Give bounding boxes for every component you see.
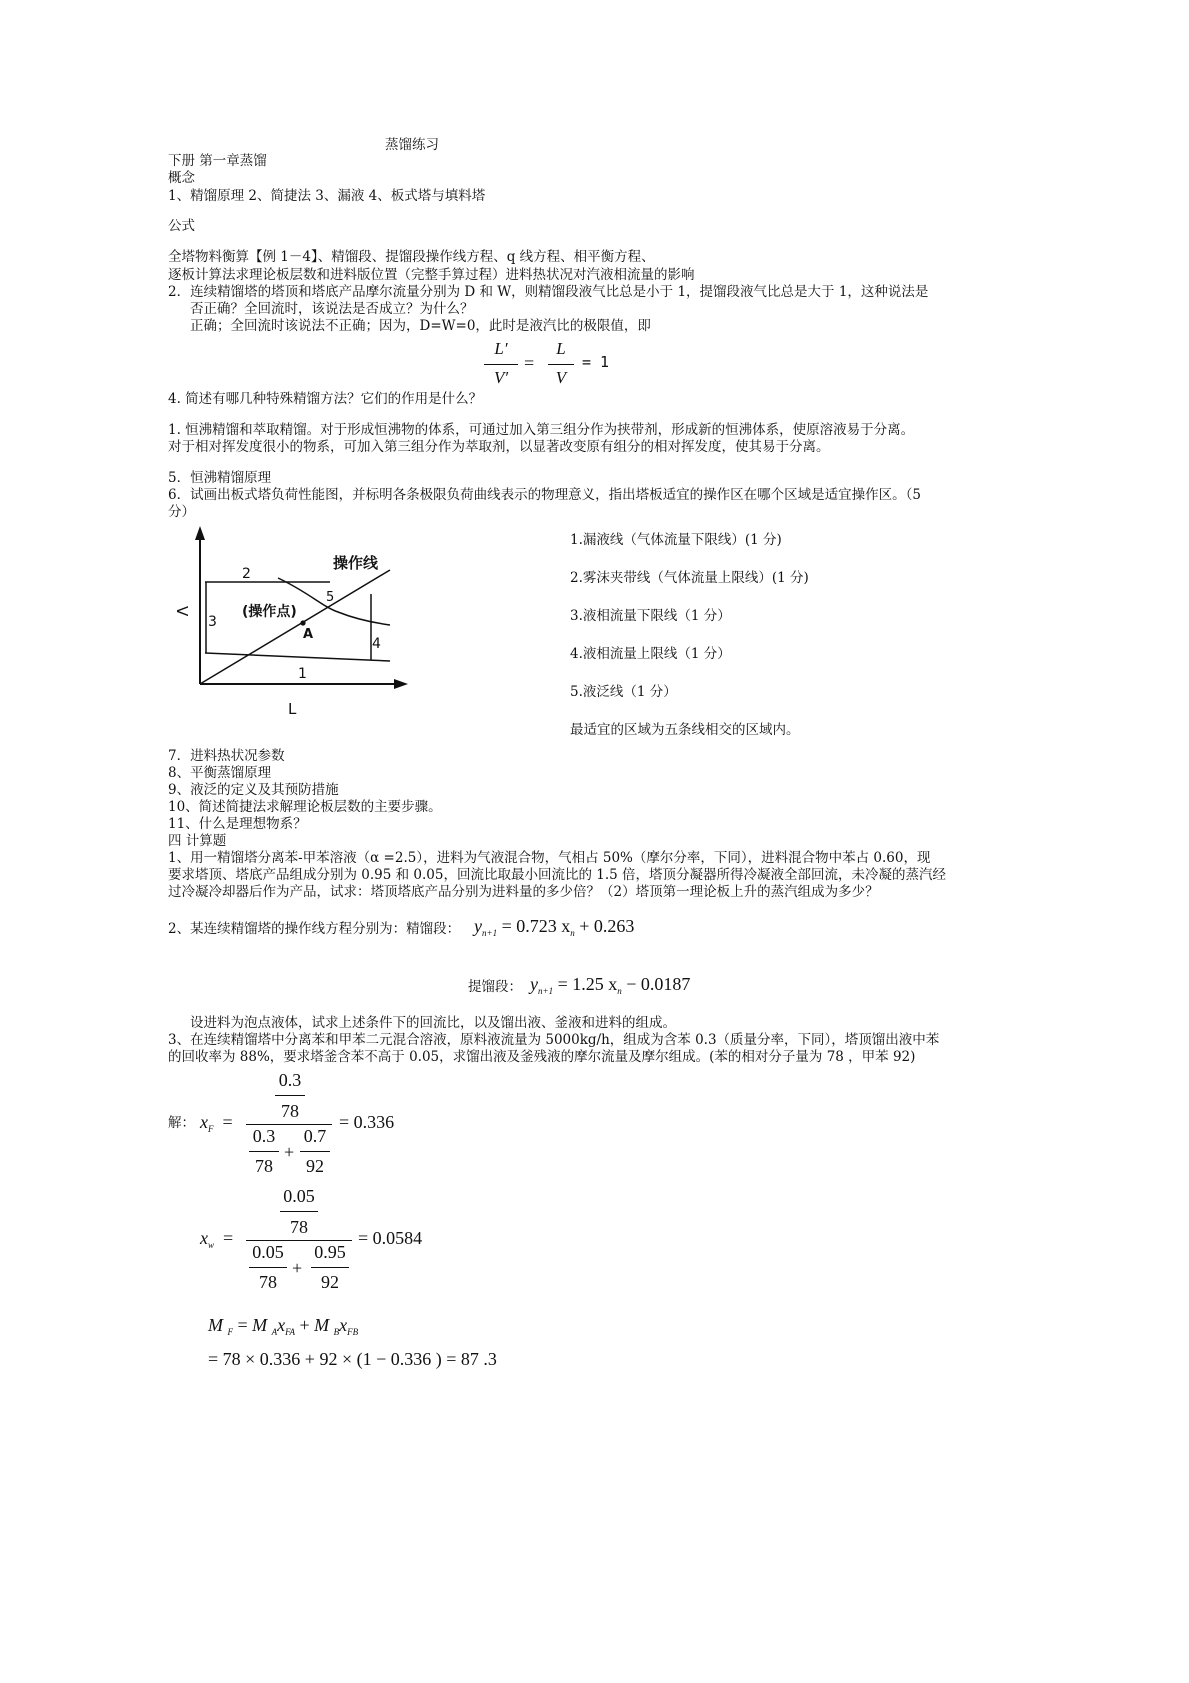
curve-label-3: 3 xyxy=(208,614,217,630)
calc-3-line-2: 的回收率为 88%，要求塔釜含苯不高于 0.05，求馏出液及釜残液的摩尔流量及摩尔组成。(苯的相对分子量为 78 ，甲苯 92) xyxy=(168,1049,916,1065)
formula-line-1: 全塔物料衡算【例 1－4】、精馏段、提馏段操作线方程、q 线方程、相平衡方程、 xyxy=(168,249,655,265)
y-axis-arrow xyxy=(195,526,205,540)
legend-item-4: 4.液相流量上限线（1 分） xyxy=(570,646,731,662)
xw-num-left: 0.05 xyxy=(252,1242,284,1262)
xf-den-left: 78 xyxy=(255,1156,273,1176)
answer-4-line-1: 1. 恒沸精馏和萃取精馏。对于形成恒沸物的体系，可通过加入第三组分作为挟带剂，形成新的恒沸体系，使原溶液易于分离。 xyxy=(168,422,915,438)
xw-den-left: 78 xyxy=(259,1272,277,1292)
x-axis-label: L xyxy=(288,700,297,718)
ratio-den-2: V xyxy=(555,368,567,387)
xf-symbol: $x_F$ = xyxy=(200,1112,233,1134)
question-2: 2．连续精馏塔的塔顶和塔底产品摩尔流量分别为 D 和 W，则精馏段液气比总是小于 1，提馏段液气比总是大于 1，这种说法是 xyxy=(168,284,929,300)
ratio-den-1: V′ xyxy=(493,368,509,387)
main-fraction-bar xyxy=(246,1124,332,1125)
question-11: 11、什么是理想物系？ xyxy=(168,816,307,832)
xf-result: = 0.336 xyxy=(339,1112,395,1132)
operating-point-a xyxy=(300,620,305,625)
answer-2: 正确；全回流时该说法不正确；因为，D=W=0，此时是液汽比的极限值，即 xyxy=(190,318,651,334)
formula-line-2: 逐板计算法求理论板层数和进料版位置（完整手算过程）进料热状况对汽液相流量的影响 xyxy=(168,267,695,283)
calc-2-intro: 2、某连续精馏塔的操作线方程分别为：精馏段： xyxy=(168,921,461,937)
section-concepts: 概念 xyxy=(168,170,195,186)
section-formulas: 公式 xyxy=(168,218,195,234)
section-calculations: 四 计算题 xyxy=(168,833,227,849)
operating-line-label: 操作线 xyxy=(333,554,379,572)
question-6-cont: 分） xyxy=(168,504,195,520)
x-axis-arrow xyxy=(394,679,408,689)
calc-1-line-3: 过冷凝冷却器后作为产品，试求：塔顶塔底产品分别为进料量的多少倍？（2）塔顶第一理论板上升的蒸汽组成为多少？ xyxy=(168,884,879,900)
xf-den-top: 78 xyxy=(281,1101,299,1121)
stripping-equation: $y_{n+1} = 1.25$ $x_n - 0.0187$ xyxy=(530,974,691,996)
calc-1-line-2: 要求塔顶、塔底产品组成分别为 0.95 和 0.05，回流比取最小回流比的 1.5 倍，塔顶分凝器所得冷凝液全部回流，未冷凝的蒸汽经 xyxy=(168,867,947,883)
page-title: 蒸馏练习 xyxy=(385,137,439,153)
calc-3-line-1: 3、在连续精馏塔中分离苯和甲苯二元混合溶液，原料液流量为 5000kg/h，组成为含苯 0.3（质量分率，下同），塔顶馏出液中苯 xyxy=(168,1032,940,1048)
question-6: 6．试画出板式塔负荷性能图，并标明各条极限负荷曲线表示的物理意义，指出塔板适宜的操作区在哪个区域是适宜操作区。（5 xyxy=(168,487,921,503)
ratio-result: = 1 xyxy=(582,353,610,371)
answer-4-line-2: 对于相对挥发度很小的物系，可加入第三组分作为萃取剂，以显著改变原有组分的相对挥发度，使其易于分离。 xyxy=(168,439,830,455)
xw-symbol: $x_w$ = xyxy=(200,1228,234,1250)
fraction-bar xyxy=(484,364,518,365)
y-axis-label: V xyxy=(173,606,191,617)
curve-label-2: 2 xyxy=(242,566,251,582)
question-8: 8、平衡蒸馏原理 xyxy=(168,765,272,781)
legend-conclusion: 最适宜的区域为五条线相交的区域内。 xyxy=(570,722,800,738)
fraction-bar xyxy=(280,1211,318,1212)
xw-result: = 0.0584 xyxy=(358,1228,423,1248)
main-fraction-bar xyxy=(246,1240,352,1241)
question-2-cont: 否正确？全回流时，该说法是否成立？为什么？ xyxy=(190,301,474,317)
rectifying-equation: $y_{n+1} = 0.723$ $x_n + 0.263$ xyxy=(474,916,635,938)
xw-num-top: 0.05 xyxy=(283,1186,315,1206)
operating-point-label: (操作点) xyxy=(242,604,297,620)
xw-den-right: 92 xyxy=(321,1272,339,1292)
legend-item-3: 3.液相流量下限线（1 分） xyxy=(570,608,731,624)
xf-num-right: 0.7 xyxy=(303,1126,327,1146)
chapter-heading: 下册 第一章蒸馏 xyxy=(168,153,267,169)
curve-label-4: 4 xyxy=(372,636,381,652)
fraction-bar xyxy=(311,1267,349,1268)
xw-num-right: 0.95 xyxy=(314,1242,346,1262)
mf-equation-line-2: = 78 × 0.336 + 92 × (1 − 0.336 ) = 87 .3 xyxy=(208,1349,497,1369)
fraction-bar xyxy=(548,364,574,365)
fraction-bar xyxy=(300,1151,330,1152)
xf-num-top: 0.3 xyxy=(278,1070,302,1090)
solution-label: 解： xyxy=(168,1115,195,1131)
ratio-num-2: L xyxy=(556,339,566,358)
curve-1-weeping-line xyxy=(205,653,390,661)
xf-num-left: 0.3 xyxy=(252,1126,276,1146)
calc-1-line-1: 1、用一精馏塔分离苯-甲苯溶液（α =2.5），进料为气液混合物，气相占 50%（摩尔分率，下同），进料混合物中苯占 0.60，现 xyxy=(168,850,931,866)
equals-sign: = xyxy=(524,353,535,373)
question-7: 7．进料热状况参数 xyxy=(168,748,285,764)
fraction-bar xyxy=(249,1267,287,1268)
calc-2-question: 设进料为泡点液体，试求上述条件下的回流比，以及馏出液、釜液和进料的组成。 xyxy=(190,1015,676,1031)
question-5: 5．恒沸精馏原理 xyxy=(168,470,272,486)
mf-equation-line-1: M $_F$ = M $_Ax_{FA} + M$ $_Bx_{FB}$ xyxy=(208,1315,359,1337)
load-performance-diagram xyxy=(168,522,418,722)
legend-item-2: 2.雾沫夹带线（气体流量上限线）(1 分) xyxy=(570,570,809,586)
concepts-list: 1、精馏原理 2、简捷法 3、漏液 4、板式塔与填料塔 xyxy=(168,188,486,204)
fraction-bar xyxy=(275,1095,305,1096)
question-10: 10、简述简捷法求解理论板层数的主要步骤。 xyxy=(168,799,442,815)
xf-den-right: 92 xyxy=(306,1156,324,1176)
stripping-label: 提馏段： xyxy=(468,979,522,995)
curve-label-5: 5 xyxy=(326,590,335,605)
plus-sign: + xyxy=(292,1258,303,1278)
ratio-num-1: L′ xyxy=(494,339,508,358)
point-a-label: A xyxy=(303,627,314,642)
curve-label-1: 1 xyxy=(298,666,307,682)
xw-den-top: 78 xyxy=(290,1217,308,1237)
fraction-bar xyxy=(249,1151,279,1152)
question-4: 4. 简述有哪几种特殊精馏方法？它们的作用是什么？ xyxy=(168,391,483,407)
legend-item-1: 1.漏液线（气体流量下限线）(1 分) xyxy=(570,532,782,548)
question-9: 9、液泛的定义及其预防措施 xyxy=(168,782,339,798)
plus-sign: + xyxy=(284,1142,295,1162)
legend-item-5: 5.液泛线（1 分） xyxy=(570,684,677,700)
